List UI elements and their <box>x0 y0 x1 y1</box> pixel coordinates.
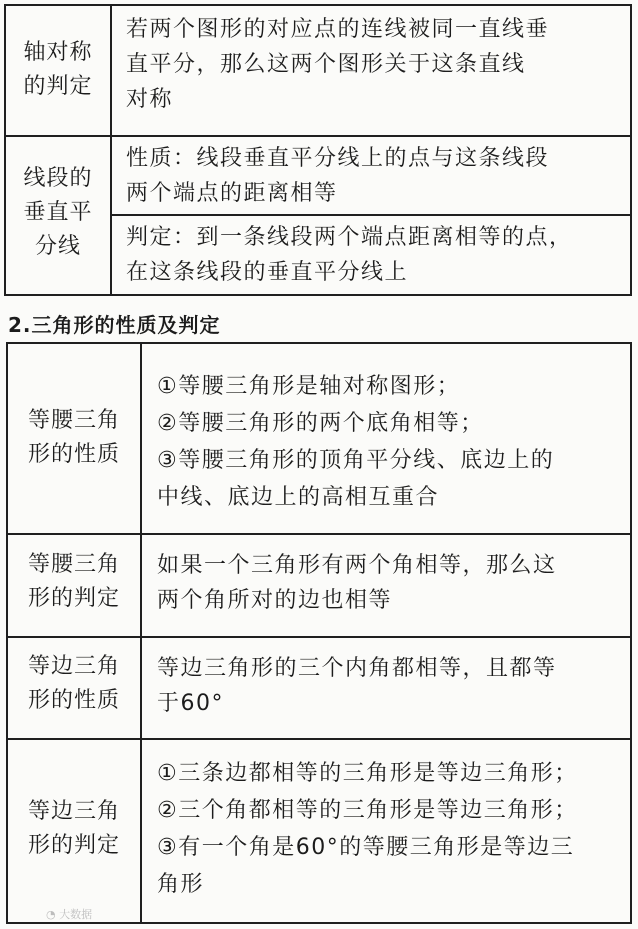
table-2-row-1-content <box>157 368 554 516</box>
label-line: 垂直平 <box>23 200 93 225</box>
table-1-row-2-property <box>126 141 549 211</box>
content-line: 性质：线段垂直平分线上的点与这条线段 <box>126 146 550 171</box>
label-line: 形的性质 <box>27 688 120 713</box>
table-2-row-2-content <box>157 548 557 618</box>
table-1-row-2-label <box>6 162 110 264</box>
label-line: 轴对称 <box>23 40 93 65</box>
label-line: 形的判定 <box>27 833 120 858</box>
content-line: ①等腰三角形是轴对称图形； <box>157 374 461 399</box>
label-line: 的判定 <box>23 74 93 99</box>
content-line: 两个角所对的边也相等 <box>157 588 393 613</box>
table-2-row-3-label <box>8 650 140 718</box>
table-2-column-divider <box>140 342 142 924</box>
table-2-row-divider <box>6 636 632 638</box>
content-line: 角形 <box>157 872 205 897</box>
content-line: 若两个图形的对应点的连线被同一直线垂 <box>126 17 550 42</box>
table-2-row-2-label <box>8 548 140 616</box>
content-line: ②三个角都相等的三角形是等边三角形； <box>157 798 578 823</box>
table-1-column-divider <box>110 4 112 296</box>
content-line: 于60° <box>157 691 224 716</box>
table-1-row-divider <box>4 135 632 137</box>
table-1-subrow-divider <box>110 214 632 216</box>
watermark-icon: ◔ <box>46 908 60 921</box>
table-2-row-1-label <box>8 404 140 472</box>
label-line: 等腰三角 <box>27 408 120 433</box>
content-line: 两个端点的距离相等 <box>126 181 338 206</box>
content-line: 判定：到一条线段两个端点距离相等的点， <box>126 225 573 250</box>
label-line: 形的判定 <box>27 586 120 611</box>
label-line: 分线 <box>34 234 81 259</box>
table-1-row-2-criterion <box>126 220 573 290</box>
content-line: 对称 <box>126 87 174 112</box>
content-line: ③等腰三角形的顶角平分线、底边上的 <box>157 448 555 473</box>
content-line: 如果一个三角形有两个角相等，那么这 <box>157 553 557 578</box>
watermark <box>46 906 92 922</box>
table-1-row-1-content <box>126 12 549 117</box>
content-line: ①三条边都相等的三角形是等边三角形； <box>157 761 578 786</box>
content-line: 直平分，那么这两个图形关于这条直线 <box>126 52 526 77</box>
label-line: 等边三角 <box>27 654 120 679</box>
content-line: 等边三角形的三个内角都相等，且都等 <box>157 656 557 681</box>
table-2-row-divider <box>6 533 632 535</box>
table-2-row-divider <box>6 738 632 740</box>
table-2-row-3-content <box>157 651 557 721</box>
content-line: ②等腰三角形的两个底角相等； <box>157 411 484 436</box>
table-2-row-4-label <box>8 795 140 863</box>
label-line: 等腰三角 <box>27 552 120 577</box>
label-line: 等边三角 <box>27 799 120 824</box>
content-line: ③有一个角是60°的等腰三角形是等边三 <box>157 835 575 860</box>
section-heading: 2.三角形的性质及判定 <box>8 313 221 337</box>
table-1-row-1-label <box>6 36 110 104</box>
content-line: 中线、底边上的高相互重合 <box>157 485 440 510</box>
content-line: 在这条线段的垂直平分线上 <box>126 260 409 285</box>
watermark-text: 大数据 <box>59 908 93 921</box>
label-line: 形的性质 <box>27 442 120 467</box>
label-line: 线段的 <box>23 166 93 191</box>
table-2-row-4-content <box>157 755 578 903</box>
